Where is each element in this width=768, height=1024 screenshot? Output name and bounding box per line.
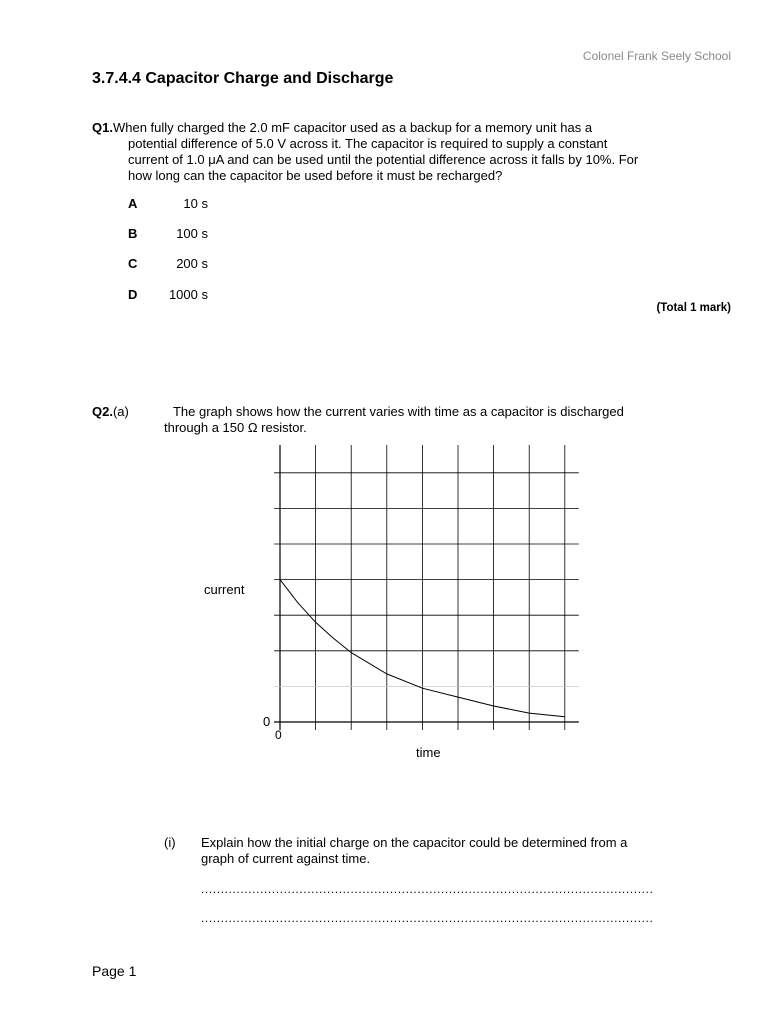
q1-option-d <box>128 287 208 302</box>
sub-question-number: (i) <box>164 835 176 850</box>
total-mark: (Total 1 mark) <box>656 302 731 314</box>
q1-label: Q1. <box>92 120 113 135</box>
q2-line-2: through a 150 Ω resistor. <box>164 420 307 435</box>
option-letter: D <box>128 287 138 302</box>
page-number: Page 1 <box>92 963 137 979</box>
q1-line-4: how long can the capacitor be used before it must be recharged? <box>128 168 503 183</box>
option-value: 100 s <box>176 226 208 241</box>
sub-question-line-1: Explain how the initial charge on the capacitor could be determined from a <box>201 835 628 850</box>
option-value: 10 s <box>183 196 208 211</box>
q1-line-3: current of 1.0 μA and can be used until the potential difference across it falls by 10%. For <box>128 152 639 167</box>
option-value: 1000 s <box>168 287 208 302</box>
q1-line-1: When fully charged the 2.0 mF capacitor used as a backup for a memory unit has a <box>112 120 593 135</box>
chart-grid <box>274 445 579 730</box>
sub-question-line-2: graph of current against time. <box>201 851 371 866</box>
option-letter: B <box>128 226 138 241</box>
q1-option-a <box>128 196 208 211</box>
x-tick-label: 0 <box>275 728 282 742</box>
option-letter: C <box>128 256 138 271</box>
q2-part: (a) <box>112 404 129 419</box>
q2-line-1: The graph shows how the current varies with time as a capacitor is discharged <box>172 404 624 419</box>
q1-line-2: potential difference of 5.0 V across it. The capacitor is required to supply a constant <box>128 136 608 151</box>
answer-line[interactable]: ................................................................................................................... <box>201 911 654 925</box>
current-time-graph <box>200 445 590 765</box>
q1-option-b <box>128 226 208 241</box>
school-name: Colonel Frank Seely School <box>582 49 731 63</box>
option-value: 200 s <box>176 256 208 271</box>
y-tick-label: 0 <box>263 714 271 729</box>
option-letter: A <box>128 196 138 211</box>
q1-option-c <box>128 256 208 271</box>
y-axis-label: current <box>204 582 245 597</box>
x-axis-label: time <box>416 745 441 760</box>
answer-line[interactable]: ................................................................................................................... <box>201 882 654 896</box>
q2-label: Q2. <box>92 404 113 419</box>
page-title: 3.7.4.4 Capacitor Charge and Discharge <box>92 70 394 87</box>
sub-question-i <box>164 835 684 867</box>
question-2 <box>92 404 712 436</box>
question-1 <box>92 120 712 184</box>
